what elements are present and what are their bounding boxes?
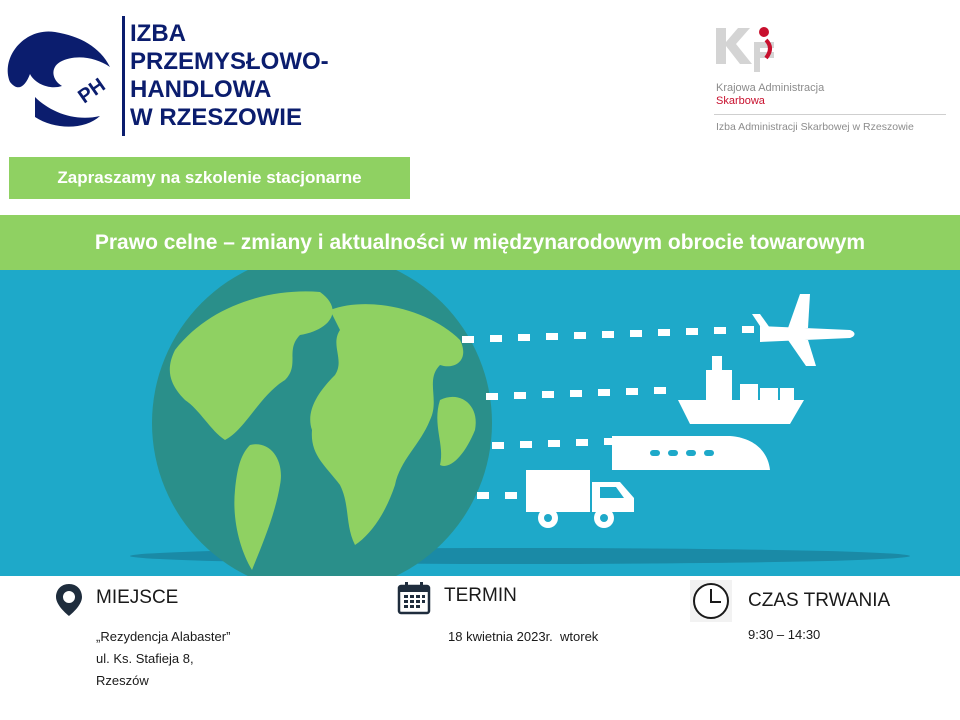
- clock-icon: [690, 580, 732, 627]
- invite-banner: Zapraszamy na szkolenie stacjonarne: [9, 157, 410, 199]
- transport-illustration: [0, 270, 960, 576]
- kas-divider: [714, 114, 946, 115]
- kas-line-1: Krajowa Administracja: [716, 82, 825, 94]
- place-label: MIEJSCE: [96, 587, 179, 608]
- duration-value: 9:30 – 14:30: [748, 627, 821, 642]
- date-label: TERMIN: [444, 585, 517, 606]
- iph-name-line: PRZEMYSŁOWO-: [130, 48, 329, 75]
- duration-label: CZAS TRWANIA: [748, 590, 891, 611]
- iph-name-line: HANDLOWA: [130, 76, 272, 103]
- place-details: [96, 626, 230, 692]
- ship-icon: [678, 356, 804, 424]
- date-value: 18 kwietnia 2023r. wtorek: [448, 629, 599, 644]
- iph-monogram-icon: [0, 12, 125, 140]
- place-line: „Rezydencja Alabaster”: [96, 629, 231, 644]
- kas-line-2: Skarbowa: [716, 95, 765, 107]
- iph-name: [130, 20, 329, 132]
- iph-divider: [122, 16, 125, 136]
- svg-text:PH: PH: [74, 74, 110, 109]
- location-pin-icon: [54, 582, 84, 623]
- kas-line-3: Izba Administracji Skarbowej w Rzeszowie: [716, 121, 914, 133]
- truck-icon: [526, 470, 634, 528]
- airplane-icon: [752, 294, 855, 366]
- calendar-icon: [397, 581, 431, 620]
- place-line: Rzeszów: [96, 673, 149, 688]
- train-icon: [612, 436, 770, 470]
- globe-icon: [152, 270, 492, 576]
- kas-emblem-icon: [714, 24, 780, 83]
- iph-name-line: W RZESZOWIE: [130, 104, 302, 131]
- iph-name-line: IZBA: [130, 20, 186, 47]
- title-banner: Prawo celne – zmiany i aktualności w międzynarodowym obrocie towarowym: [0, 215, 960, 270]
- place-line: ul. Ks. Stafieja 8,: [96, 651, 194, 666]
